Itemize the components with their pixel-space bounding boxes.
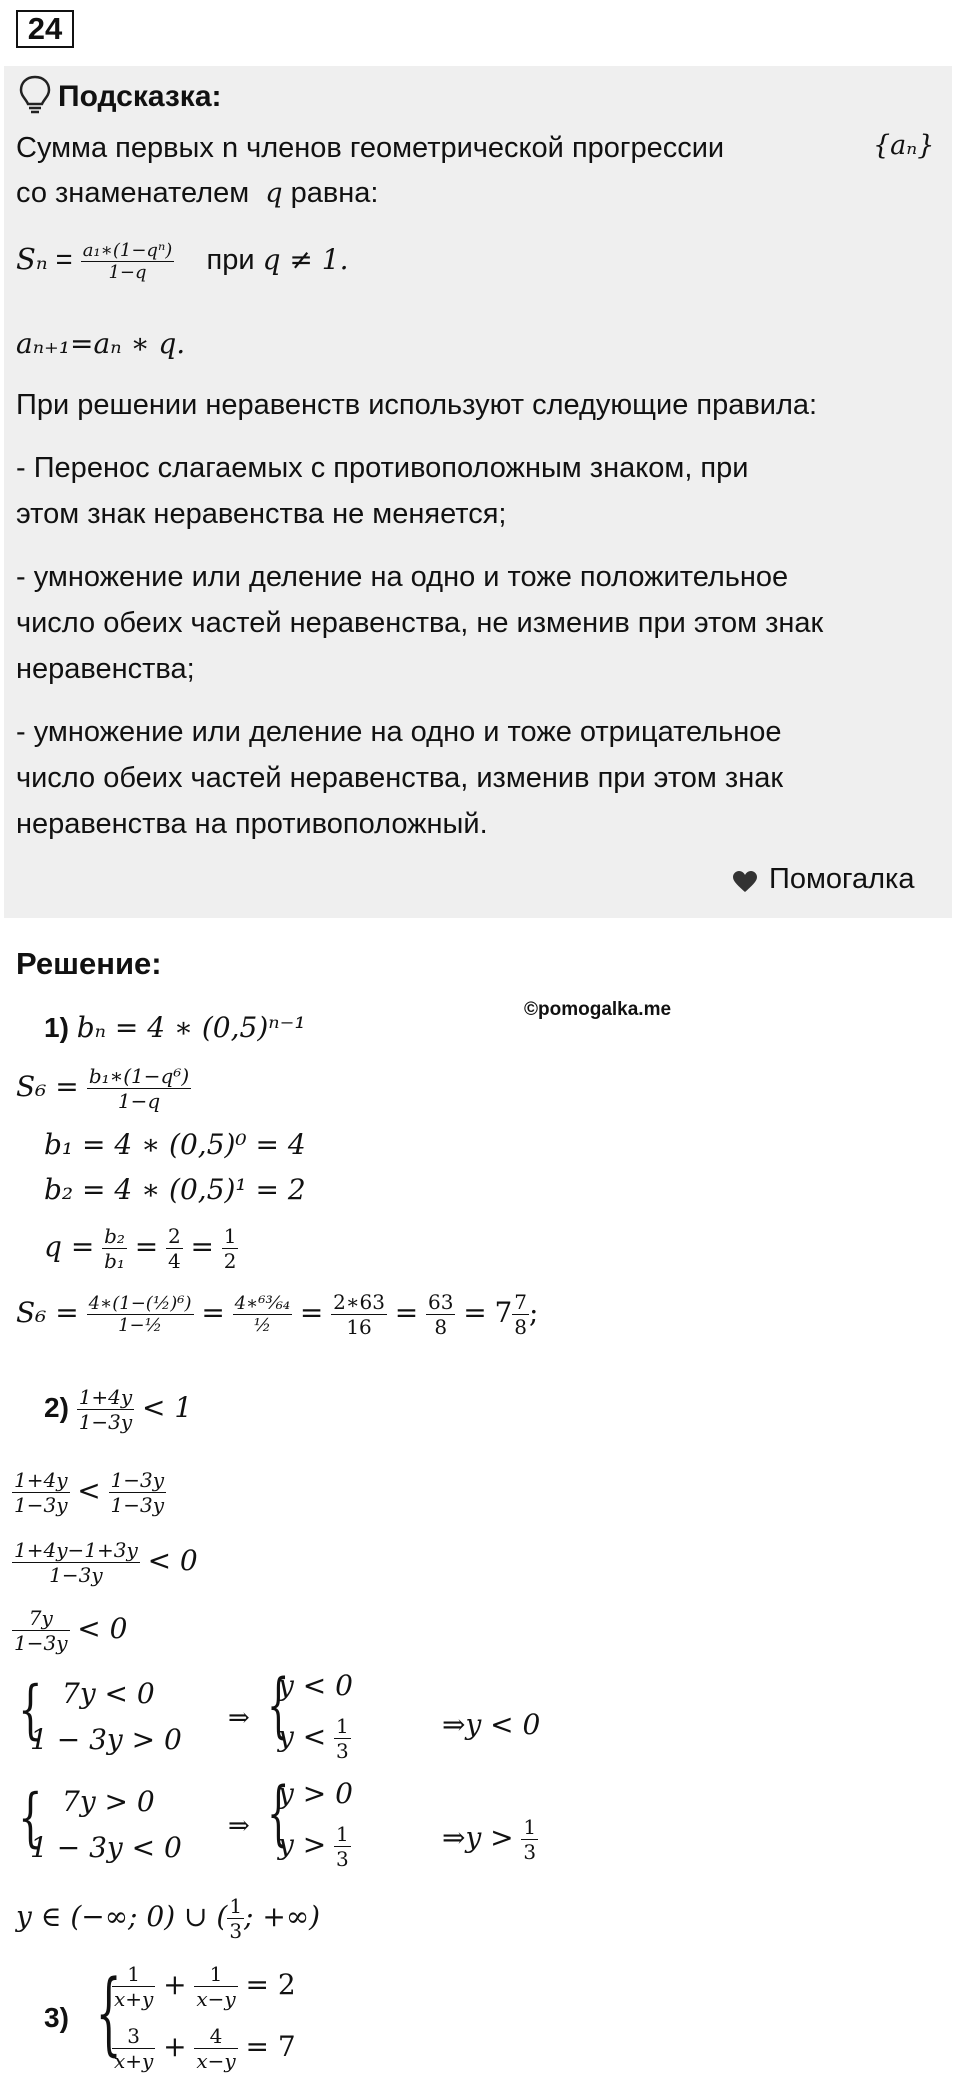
part-3-label: 3) [44,2002,69,2033]
system-2-result-1: y > 0 [278,1777,353,1810]
rule-2-line-1: - умножение или деление на одно и тоже положительное [16,561,789,593]
s6-calculation: S₆ = $\frac{\text{4∗(1−(½)⁶)}}{\text{1−½}}$ = $\frac{\text{4∗⁶³⁄₆₄}}{\text{½}}$ = $\frac{2∗63}{16}$ = $\frac{63}{8}$ = 7 $\frac{7}{8}$ ; [16,1290,539,1339]
system-1-line-2: 1 − 3y > 0 [30,1723,182,1756]
watermark: ©pomogalka.me [524,999,672,1020]
system-2-line-2: 1 − 3y < 0 [30,1831,182,1864]
system-2-result-brace: { [267,1772,290,1854]
rule-1-line-1: - Перенос слагаемых с противоположным знаком, при [16,452,749,484]
system-2-result-2: y > $\frac{1}{3}$ [278,1822,349,1871]
hint-line-2: со знаменателем q равна: [16,177,379,209]
rule-3-line-1: - умножение или деление на одно и тоже отрицательное [16,716,782,748]
sequence-notation: {aₙ} [873,130,935,161]
hint-title: Подсказка: [58,80,222,113]
system-1-brace: { [18,1673,43,1747]
rule-3-line-3: неравенства на противоположный. [16,808,488,840]
system-1-result-2: y < $\frac{1}{3}$ [278,1714,349,1763]
system-2-brace: { [18,1781,43,1855]
system-1-line-1: 7y < 0 [62,1677,155,1710]
answer-interval: y ∈ (−∞; 0) ∪ ( $\frac{1}{3}$ ; +∞) [16,1894,321,1943]
system-1-result-brace: { [267,1664,290,1746]
rules-intro: При решении неравенств используют следующие правила: [16,389,818,421]
recurrence-formula: aₙ₊₁=aₙ ∗ q. [16,327,186,360]
inequality-step-2: $\frac{1+4y-1+3y}{1-3y}$ < 0 [14,1538,198,1587]
part-2-inequality: 2) $\frac{1+4y}{1-3y}$ < 1 [44,1385,193,1434]
system-1-conclusion: ⇒y < 0 [442,1708,541,1741]
task-number: 24 [16,10,74,48]
lightbulb-icon [17,74,53,114]
system-2-conclusion: ⇒y > $\frac{1}{3}$ [442,1815,537,1864]
rule-2-line-3: неравенства; [16,653,195,685]
b1-value: b₁ = 4 ∗ (0,5)⁰ = 4 [44,1128,306,1161]
system-1-result-1: y < 0 [278,1669,353,1702]
b2-value: b₂ = 4 ∗ (0,5)¹ = 2 [44,1173,306,1206]
hint-line-1: Сумма первых n членов геометрической прогрессии [16,132,725,164]
q-value: q = $\frac{\text{b₂}}{\text{b₁}}$ = $\frac{2}{4}$ = $\frac{1}{2}$ [44,1224,237,1273]
rule-3-line-2: число обеих частей неравенства, изменив при этом знак [16,762,784,794]
part-1-formula: 1) bₙ = 4 ∗ (0,5)ⁿ⁻¹ [44,1011,306,1044]
rule-2-line-2: число обеих частей неравенства, не изменив при этом знак [16,607,824,639]
system-3-brace: { [95,1961,122,2066]
inequality-step-3: $\frac{7y}{1-3y}$ < 0 [14,1606,128,1655]
inequality-step-1: $\frac{1+4y}{1-3y}$ < $\frac{1-3y}{1-3y}$ [14,1468,165,1517]
system-3-line-2: $\frac{3}{x+y}$ + $\frac{4}{x-y}$ = 7 [114,2024,296,2073]
s6-formula: S₆ = $\frac{\text{b₁∗(1−q⁶)}}{1-q}$ [16,1064,190,1113]
system-3-line-1: $\frac{1}{x+y}$ + $\frac{1}{x-y}$ = 2 [114,1962,296,2011]
implies-1: ⇒ [228,1703,250,1733]
rule-1-line-2: этом знак неравенства не меняется; [16,498,507,530]
system-2-line-1: 7y > 0 [62,1785,155,1818]
brand-name: Помогалка [769,863,915,895]
solution-title: Решение: [16,946,162,981]
sum-formula: Sₙ = $\frac{\text{a₁∗(1−qⁿ)}}{1-q}$ при q ≠ 1. [16,240,349,283]
heart-icon [732,870,758,894]
implies-2: ⇒ [228,1811,250,1841]
